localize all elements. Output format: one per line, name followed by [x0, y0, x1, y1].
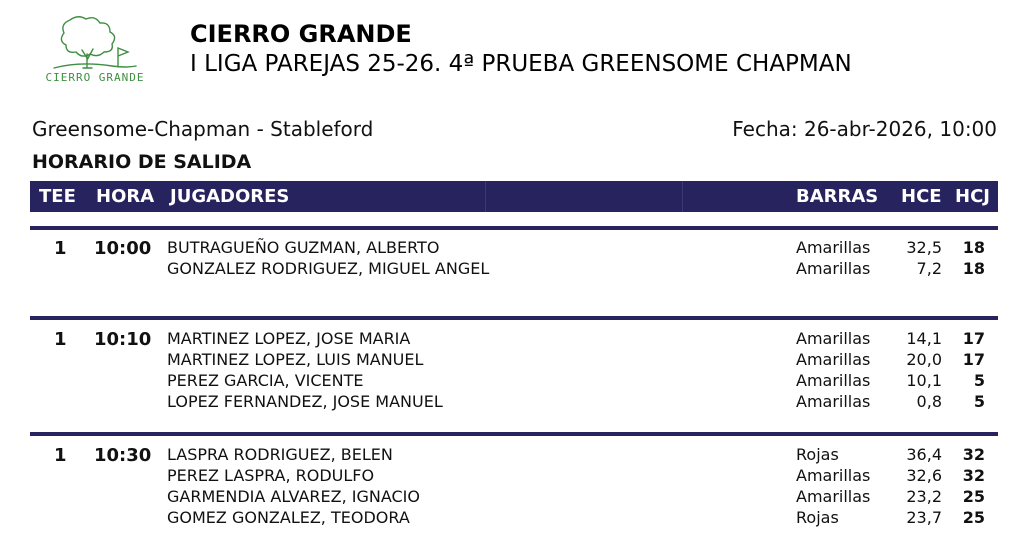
column-hce: HCE [901, 186, 942, 207]
tee-time-group [30, 226, 998, 280]
player-name: GARMENDIA ALVAREZ, IGNACIO [167, 487, 420, 506]
player-row [30, 487, 998, 508]
header-divider [485, 181, 486, 212]
player-row [30, 350, 998, 371]
player-row [30, 259, 998, 280]
player-hce: 32,6 [906, 466, 942, 485]
player-row [30, 371, 998, 392]
tee-time: 10:00 [94, 238, 152, 259]
tee-number: 1 [54, 329, 67, 350]
player-hcj: 18 [962, 259, 985, 278]
tee-time-group [30, 432, 998, 529]
player-name: PEREZ LASPRA, RODULFO [167, 466, 375, 485]
tee-number: 1 [54, 238, 67, 259]
club-name: CIERRO GRANDE [190, 20, 412, 48]
player-tees: Amarillas [796, 238, 871, 257]
player-hcj: 25 [962, 508, 985, 527]
player-name: BUTRAGUEÑO GUZMAN, ALBERTO [167, 238, 440, 257]
player-hce: 20,0 [906, 350, 942, 369]
player-hce: 7,2 [916, 259, 942, 278]
player-hcj: 5 [973, 392, 985, 411]
logo-text: CIERRO GRANDE [45, 71, 145, 84]
column-hcj: HCJ [955, 186, 990, 207]
competition-format: Greensome-Chapman - Stableford [32, 117, 374, 141]
player-row [30, 392, 998, 413]
event-date: Fecha: 26-abr-2026, 10:00 [732, 117, 997, 141]
player-name: PEREZ GARCIA, VICENTE [167, 371, 364, 390]
player-hcj: 25 [962, 487, 985, 506]
tee-number: 1 [54, 445, 67, 466]
player-hce: 0,8 [916, 392, 942, 411]
tee-time: 10:10 [94, 329, 152, 350]
player-name: MARTINEZ LOPEZ, JOSE MARIA [167, 329, 411, 348]
player-row [30, 466, 998, 487]
player-name: LASPRA RODRIGUEZ, BELEN [167, 445, 393, 464]
header-divider [682, 181, 683, 212]
column-time: HORA [96, 186, 155, 207]
player-hce: 32,5 [906, 238, 942, 257]
player-hcj: 5 [973, 371, 985, 390]
player-name: GONZALEZ RODRIGUEZ, MIGUEL ANGEL [167, 259, 490, 278]
event-title: I LIGA PAREJAS 25-26. 4ª PRUEBA GREENSOME CHAPMAN [190, 51, 852, 77]
section-title: HORARIO DE SALIDA [32, 151, 252, 173]
player-tees: Rojas [796, 445, 839, 464]
player-tees: Amarillas [796, 329, 871, 348]
club-logo [40, 14, 150, 92]
player-hce: 23,2 [906, 487, 942, 506]
player-tees: Amarillas [796, 371, 871, 390]
player-tees: Amarillas [796, 392, 871, 411]
column-players: JUGADORES [170, 186, 290, 207]
table-header [30, 181, 998, 212]
player-hcj: 18 [962, 238, 985, 257]
player-row [30, 445, 998, 466]
player-tees: Amarillas [796, 350, 871, 369]
player-name: MARTINEZ LOPEZ, LUIS MANUEL [167, 350, 424, 369]
player-hcj: 17 [962, 329, 985, 348]
player-hcj: 17 [962, 350, 985, 369]
player-row [30, 238, 998, 259]
player-hce: 10,1 [906, 371, 942, 390]
player-name: GOMEZ GONZALEZ, TEODORA [167, 508, 410, 527]
player-tees: Amarillas [796, 466, 871, 485]
player-tees: Amarillas [796, 259, 871, 278]
tree-logo-icon [40, 14, 150, 72]
tee-time: 10:30 [94, 445, 152, 466]
tee-time-group [30, 316, 998, 413]
player-hce: 14,1 [906, 329, 942, 348]
column-tees: BARRAS [796, 186, 879, 207]
player-row [30, 508, 998, 529]
player-tees: Amarillas [796, 487, 871, 506]
player-hcj: 32 [962, 445, 985, 464]
player-hce: 36,4 [906, 445, 942, 464]
player-name: LOPEZ FERNANDEZ, JOSE MANUEL [167, 392, 443, 411]
player-tees: Rojas [796, 508, 839, 527]
player-hce: 23,7 [906, 508, 942, 527]
column-tee: TEE [39, 186, 76, 207]
player-hcj: 32 [962, 466, 985, 485]
player-row [30, 329, 998, 350]
